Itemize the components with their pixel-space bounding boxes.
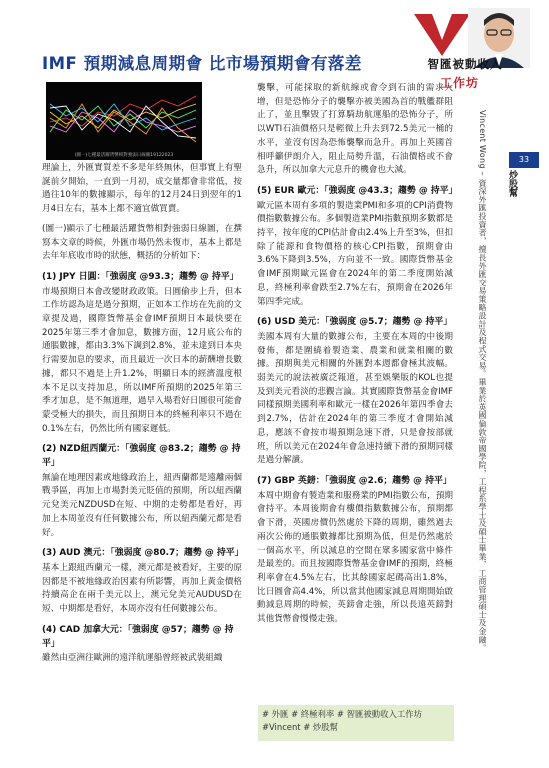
section-usd-body: 美國本周有大量的數據公布，主要在本周的中後期發佈，都是圍繞着製造業、農業和就業相關的數據。預期與美元相關的外匯對本週都會極其波幅。弱美元的說法被廣泛報道，甚至娛樂版的KOL也提及到美元看淡的悲觀言論。其實國際貨幣基金會IMF同樣預期美國利率和歐元一樣在2026年第四季會去到2.7%，估計在2024年的第三季度才會開始減息，應該不會按市場預期急速下滑，只是會按部就班，所以美元在2024年會急速持續下滑的預期同樣是過分解讀。 [257,331,453,466]
brand-logo-icon [410,10,474,58]
right-intro: 襲擊，可能採取的新航線或會令到石油的需求大增，但是恐怖分子的襲擊亦被美國為首的戰艦群阻止了，並且擊毀了打算騎劫航運船的恐怖分子，所以WTI石油價格只是輕微上升去到72.5美元一桶的水平，並沒有因為恐怖襲擊而急升。再加上英國首相呼籲伊朗介入，阻止局勢升溫，石油價格或不會急升，所以加拿大元息升的機會也大減。 [257,83,453,176]
section-jpy-heading: (1) JPY 日圓：「強弱度 @93.3；趨勢 @ 持平」 [42,271,239,282]
author-bio: Vincent Wong – 資深外匯投資者，擅長外匯交易策略設計及程式交易。畢業於英國倫敦帝國學院，工程系學士及碩士畢業，工商管理碩士及金融。 [478,110,487,652]
hashtag-box [258,705,454,741]
section-cad-body: 雖然由亞洲往歐洲的遠洋航運船曾經被武裝組織 [42,653,223,664]
section-jpy-body: 市場預期日本會改變財政政策。日圓偷步上升，但本工作坊認為這是過分預期，正如本工作坊在先前的文章提及過，國際貨幣基金會IMF預期日本最快要在2025年第三季才會加息，數據方面，12月底公布的通脹數據，都由3.3%下調到2.8%，並未達到日本央行需要加息的要求，而且最近一次日本的薪酬增長數據，都只不過是上升1.2%，明顯日本的經濟溫度根本不足以支持加息，所以IMF所預期的2025年第三季才加息，是不無道理，過早入場看好日圓很可能會蒙受極大的損失，而且預期日本的終極利率只不過在0.1%左右，仍然比所有國家遲低。 [42,286,242,434]
article-headline: IMF 預期減息周期會 比市場預期會有落差 [42,54,362,73]
chart-plot [46,82,202,160]
section-gbp-heading: (7) GBP 英鎊：「強弱度 @2.6；趨勢 @ 持平」 [257,475,452,486]
hashtag-line-1: # 外匯 # 終極利率 # 智匯被動收入工作坊 [262,709,422,719]
section-aud-heading: (3) AUD 澳元：「強弱度 @80.7；趨勢 @ 持平」 [42,548,244,559]
brand-name: 炒股幫 [507,170,517,197]
section-nzd-body: 無論在地理因素或地緣政治上，紐西蘭都是遠離兩個戰爭區，再加上市場對美元貶值的預期，所以紐西蘭元兌美元NZDUSD在短、中期的走勢都是看好，再加上本周並沒有任何數據公布，所以紐西蘭元都是看好。 [42,472,242,538]
section-eur-heading: (5) EUR 歐元：「強弱度 @43.3；趨勢 @ 持平」 [257,185,458,196]
column-subtitle: 工作坊 [440,76,480,90]
left-intro: 理論上，外匯實質差不多是年終無休，但事實上有聖誕前夕開始，一直到一月初，成交量都會非常低，按過往10年的數據顯示，每年的12月24日到翌年的1月4日左右，基本上都不適宜做買賣。 [42,163,242,215]
section-aud-body: 基本上跟紐西蘭元一樣，澳元都是被看好，主要的原因都是不被地緣政治因素有所影響，再加上黃金價格持續高企在兩千美元以上，澳元兌美元AUDUSD在短、中期都是看好，本周亦沒有任何數據公布。 [42,562,242,615]
section-eur-body: 歐元區本周有多項的製造業PMI和多項的CPI消費物價指數數據公布。多個製造業PMI指數預期多數都是持平，按年度的CPI估計會由2.4%上升至3%，但扣除了能源和食物價格的核心CPI指數，預期會由3.6%下降到3.5%，方向並不一致。國際貨幣基金會IMF預期歐元區會在2024年的第二季度開始減息，終極利率會跌至2.7%左右，預期會在2026年第四季完成。 [257,200,453,307]
section-gbp-body: 本周中期會有製造業和服務業的PMI指數公布，預期會持平。本周後期會有樓價指數數據公布，預期都會下滑，英國房價仍然處於下降的周期，雖然過去兩次公佈的通脹數據都比預期為低，但是仍然處於一個高水平，所以減息的空間在眾多國家當中條件是最差的。而且按國際貨幣基金會IMF的預期，終極利率會在4.5%左右，比其餘國家起碼高出1.8%，比日圓會高4.4%，所以當其他國家減息周期開始啟動減息周期的時候，英鎊會走強，所以長遠英鎊對其他貨幣會慢慢走強。 [257,490,453,625]
chart-caption: (圖一)七種最活躍貨幣相對強弱日線圖19122023 [74,153,174,158]
hashtag-line-2: #Vincent # 炒股幫 [262,722,339,732]
right-column [257,82,458,634]
column-title: 智匯被動收入 [427,57,503,71]
chart-line-usd [50,106,196,138]
section-usd-heading: (6) USD 美元：「強弱度 @5.7；趨勢 @ 持平」 [257,317,453,328]
currency-strength-chart [46,82,202,160]
left-column [42,162,242,673]
section-nzd-heading: (2) NZD紐西蘭元：「強弱度 @83.2；趨勢 @ 持平」 [42,444,241,469]
section-cad-heading: (4) CAD 加拿大元：「強弱度 @57；趨勢 @ 持平」 [42,624,234,649]
page-number: 33 [509,152,539,168]
figure-description: (圖一)顯示了七種最活躍貨幣相對強弱日線圖，在撰寫本文章的時候，外匯市場仍然未復市，基本上都是去年年底收市時的狀態，概括的分析如下： [42,223,242,262]
